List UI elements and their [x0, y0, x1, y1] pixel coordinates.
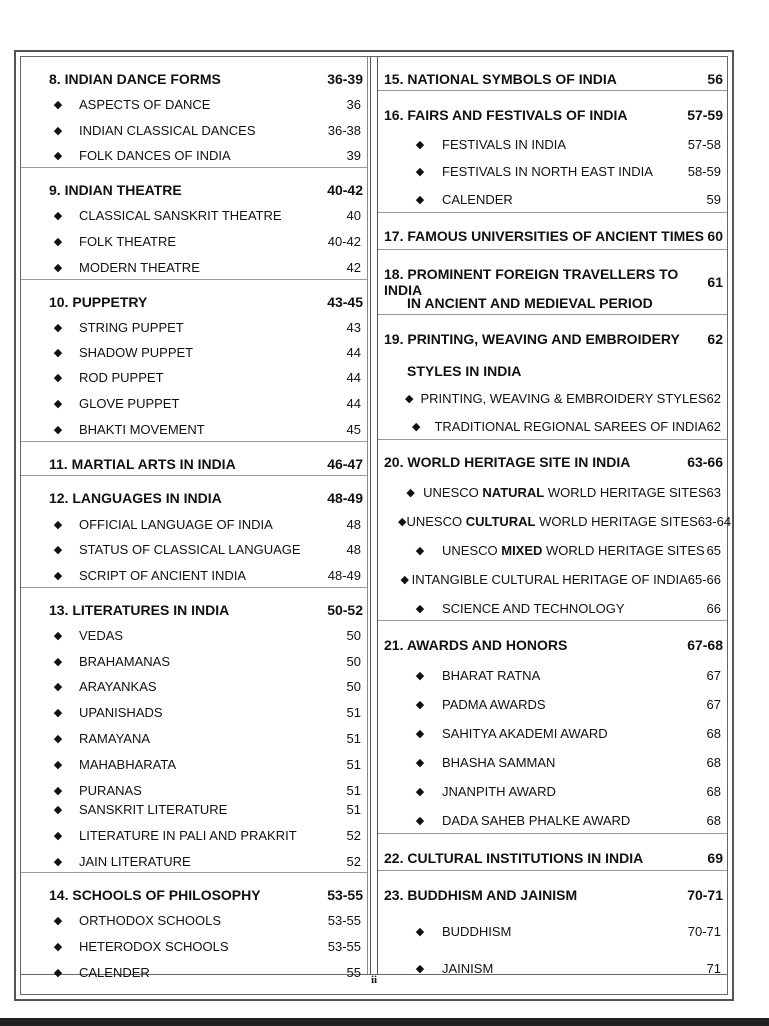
toc-entry[interactable] — [21, 422, 367, 437]
toc-entry[interactable] — [21, 965, 367, 980]
entry-title: PADMA AWARDS — [442, 697, 546, 712]
entry-page: 53-55 — [327, 939, 361, 954]
diamond-bullet-icon: ◆ — [405, 393, 414, 405]
toc-entry[interactable] — [378, 543, 727, 558]
toc-entry[interactable] — [378, 697, 727, 712]
entry-page: 57-58 — [687, 137, 721, 152]
toc-entry[interactable] — [21, 705, 367, 720]
entry-page: 36 — [346, 97, 361, 112]
entry-title: TRADITIONAL REGIONAL SAREES OF INDIA — [434, 419, 707, 434]
entry-title: CLASSICAL SANSKRIT THEATRE — [79, 208, 282, 223]
diamond-bullet-icon: ◆ — [415, 728, 425, 740]
entry-page: 51 — [346, 757, 361, 772]
toc-entry[interactable] — [21, 320, 367, 335]
section-heading-continued — [378, 363, 727, 379]
entry-page: 51 — [346, 731, 361, 746]
entry-page: 68 — [706, 784, 721, 799]
diamond-bullet-icon: ◆ — [53, 398, 63, 410]
diamond-bullet-icon: ◆ — [53, 967, 63, 979]
entry-page: 48-49 — [327, 568, 361, 583]
page-bottom-band — [0, 1018, 769, 1026]
toc-entry[interactable] — [21, 731, 367, 746]
diamond-bullet-icon: ◆ — [53, 210, 63, 222]
diamond-bullet-icon: ◆ — [53, 150, 63, 162]
entry-title: ROD PUPPET — [79, 370, 164, 385]
toc-entry[interactable] — [378, 784, 727, 799]
section-page-range: 70-71 — [687, 887, 723, 903]
section-title: 18. PROMINENT FOREIGN TRAVELLERS TO INDIA — [384, 266, 679, 298]
entry-title-prefix: UNESCO — [423, 485, 483, 500]
toc-entry[interactable] — [21, 802, 367, 817]
section-title: 12. LANGUAGES IN INDIA — [49, 490, 222, 506]
toc-entry[interactable] — [21, 854, 367, 869]
toc-entry[interactable] — [21, 123, 367, 138]
entry-title: FESTIVALS IN NORTH EAST INDIA — [442, 164, 653, 179]
toc-entry[interactable] — [378, 164, 727, 179]
section-title: 23. BUDDHISM AND JAINISM — [384, 887, 578, 903]
section-page-range: 57-59 — [687, 107, 723, 123]
entry-title: DADA SAHEB PHALKE AWARD — [442, 813, 631, 828]
diamond-bullet-icon: ◆ — [53, 347, 63, 359]
entry-page: 42 — [346, 260, 361, 275]
section-heading[interactable] — [378, 850, 727, 866]
diamond-bullet-icon: ◆ — [53, 262, 63, 274]
entry-title-prefix: UNESCO — [442, 543, 502, 558]
section-heading[interactable] — [21, 456, 367, 472]
diamond-bullet-icon: ◆ — [53, 759, 63, 771]
entry-page: 43 — [346, 320, 361, 335]
diamond-bullet-icon: ◆ — [398, 516, 407, 528]
toc-entry[interactable] — [21, 234, 367, 249]
section-divider — [21, 475, 367, 476]
toc-entry[interactable] — [21, 370, 367, 385]
entry-title: FESTIVALS IN INDIA — [442, 137, 567, 152]
entry-title: INTANGIBLE CULTURAL HERITAGE OF INDIA — [411, 572, 688, 587]
entry-title: SCIENCE AND TECHNOLOGY — [442, 601, 625, 616]
section-page-range: 48-49 — [327, 490, 363, 506]
diamond-bullet-icon: ◆ — [53, 681, 63, 693]
section-heading[interactable] — [21, 182, 367, 198]
toc-entry[interactable] — [21, 939, 367, 954]
entry-page: 50 — [346, 628, 361, 643]
entry-title: JAINISM — [442, 961, 494, 976]
entry-page: 71 — [706, 961, 721, 976]
diamond-bullet-icon: ◆ — [415, 699, 425, 711]
entry-page: 51 — [346, 802, 361, 817]
entry-title: SANSKRIT LITERATURE — [79, 802, 228, 817]
toc-entry[interactable] — [378, 572, 727, 587]
toc-entry[interactable] — [378, 419, 727, 434]
entry-page: 65 — [706, 543, 721, 558]
entry-title-emphasis: CULTURAL — [465, 514, 536, 529]
entry-title: FOLK DANCES OF INDIA — [79, 148, 231, 163]
entry-title: FOLK THEATRE — [79, 234, 177, 249]
toc-entry[interactable] — [378, 755, 727, 770]
entry-title-emphasis: MIXED — [501, 543, 543, 558]
contents-left-column — [21, 57, 367, 980]
entry-title-suffix: WORLD HERITAGE SITES — [544, 485, 707, 500]
diamond-bullet-icon: ◆ — [53, 733, 63, 745]
entry-page: 70-71 — [687, 924, 721, 939]
entry-title — [423, 485, 706, 500]
section-title: 17. FAMOUS UNIVERSITIES OF ANCIENT TIMES — [384, 228, 704, 244]
section-divider — [378, 249, 727, 250]
page-number: ii — [370, 974, 378, 986]
entry-page: 66 — [706, 601, 721, 616]
entry-title-emphasis: NATURAL — [482, 485, 545, 500]
toc-entry[interactable] — [378, 391, 727, 406]
entry-page: 65-66 — [687, 572, 721, 587]
left-page-number-divider — [367, 57, 368, 974]
toc-entry[interactable] — [21, 757, 367, 772]
entry-title — [442, 543, 707, 558]
section-heading[interactable] — [378, 71, 727, 87]
entry-page: 68 — [706, 726, 721, 741]
entry-page: 51 — [346, 705, 361, 720]
entry-page: 51 — [346, 783, 361, 798]
toc-entry[interactable] — [378, 485, 727, 500]
toc-entry[interactable] — [378, 961, 727, 976]
entry-page: 53-55 — [327, 913, 361, 928]
entry-title — [406, 514, 697, 529]
entry-title-prefix: UNESCO — [406, 514, 466, 529]
entry-title: CALENDER — [79, 965, 150, 980]
section-divider — [21, 279, 367, 280]
toc-entry[interactable] — [378, 924, 727, 939]
entry-title: BUDDHISM — [442, 924, 512, 939]
section-divider — [378, 212, 727, 213]
diamond-bullet-icon: ◆ — [53, 785, 63, 797]
column-divider-left — [370, 57, 371, 974]
section-divider — [378, 833, 727, 834]
toc-entry[interactable] — [378, 813, 727, 828]
diamond-bullet-icon: ◆ — [53, 707, 63, 719]
entry-title: UPANISHADS — [79, 705, 163, 720]
toc-entry[interactable] — [21, 148, 367, 163]
entry-page: 68 — [706, 755, 721, 770]
entry-page: 36-38 — [327, 123, 361, 138]
entry-page: 50 — [346, 679, 361, 694]
section-divider — [378, 90, 727, 91]
diamond-bullet-icon: ◆ — [415, 757, 425, 769]
diamond-bullet-icon: ◆ — [415, 670, 425, 682]
entry-title: MAHABHARATA — [79, 757, 177, 772]
section-title: 10. PUPPETRY — [49, 294, 148, 310]
diamond-bullet-icon: ◆ — [415, 815, 425, 827]
contents-right-column — [378, 57, 732, 976]
section-heading[interactable] — [21, 602, 367, 618]
section-page-range: 36-39 — [327, 71, 363, 87]
toc-entry[interactable] — [21, 97, 367, 112]
section-divider — [378, 314, 727, 315]
section-title: 8. INDIAN DANCE FORMS — [49, 71, 221, 87]
diamond-bullet-icon: ◆ — [53, 544, 63, 556]
section-heading[interactable] — [378, 228, 727, 244]
section-title-continued: IN ANCIENT AND MEDIEVAL PERIOD — [407, 295, 653, 311]
section-title: 11. MARTIAL ARTS IN INDIA — [49, 456, 236, 472]
section-page-range: 40-42 — [327, 182, 363, 198]
section-title: 20. WORLD HERITAGE SITE IN INDIA — [384, 454, 631, 470]
section-heading[interactable] — [378, 107, 727, 123]
entry-page: 58-59 — [687, 164, 721, 179]
entry-page: 59 — [706, 192, 721, 207]
section-title-continued: STYLES IN INDIA — [407, 363, 522, 379]
entry-title: ORTHODOX SCHOOLS — [79, 913, 222, 928]
toc-entry[interactable] — [21, 654, 367, 669]
section-page-range: 60 — [707, 228, 723, 244]
diamond-bullet-icon: ◆ — [53, 99, 63, 111]
entry-title-suffix: WORLD HERITAGE SITES — [542, 543, 705, 558]
section-page-range: 61 — [707, 274, 723, 290]
section-page-range: 69 — [707, 850, 723, 866]
diamond-bullet-icon: ◆ — [53, 630, 63, 642]
toc-entry[interactable] — [378, 601, 727, 616]
toc-entry[interactable] — [21, 345, 367, 360]
toc-entry[interactable] — [378, 668, 727, 683]
entry-page: 68 — [706, 813, 721, 828]
diamond-bullet-icon: ◆ — [53, 941, 63, 953]
entry-title: PRINTING, WEAVING & EMBROIDERY STYLES — [420, 391, 707, 406]
toc-entry[interactable] — [21, 260, 367, 275]
entry-title: STRING PUPPET — [79, 320, 184, 335]
diamond-bullet-icon: ◆ — [53, 372, 63, 384]
diamond-bullet-icon: ◆ — [53, 125, 63, 137]
section-heading[interactable] — [378, 266, 727, 298]
section-page-range: 46-47 — [327, 456, 363, 472]
entry-title: OFFICIAL LANGUAGE OF INDIA — [79, 517, 273, 532]
entry-page: 44 — [346, 396, 361, 411]
entry-title: VEDAS — [79, 628, 124, 643]
section-title: 14. SCHOOLS OF PHILOSOPHY — [49, 887, 261, 903]
diamond-bullet-icon: ◆ — [415, 926, 425, 938]
entry-title: JAIN LITERATURE — [79, 854, 191, 869]
diamond-bullet-icon: ◆ — [400, 574, 410, 586]
section-heading[interactable] — [378, 331, 727, 347]
entry-title: HETERODOX SCHOOLS — [79, 939, 229, 954]
entry-page: 44 — [346, 345, 361, 360]
section-divider — [21, 167, 367, 168]
section-title: 22. CULTURAL INSTITUTIONS IN INDIA — [384, 850, 644, 866]
toc-entry[interactable] — [21, 628, 367, 643]
toc-entry[interactable] — [21, 828, 367, 843]
entry-page: 45 — [346, 422, 361, 437]
section-divider — [21, 441, 367, 442]
entry-title: SHADOW PUPPET — [79, 345, 194, 360]
section-title: 13. LITERATURES IN INDIA — [49, 602, 230, 618]
section-page-range: 63-66 — [687, 454, 723, 470]
diamond-bullet-icon: ◆ — [406, 487, 415, 499]
entry-title: CALENDER — [442, 192, 513, 207]
section-divider — [378, 620, 727, 621]
section-heading-continued — [378, 295, 727, 311]
diamond-bullet-icon: ◆ — [411, 421, 421, 433]
diamond-bullet-icon: ◆ — [415, 166, 425, 178]
diamond-bullet-icon: ◆ — [415, 786, 425, 798]
diamond-bullet-icon: ◆ — [415, 139, 425, 151]
entry-title-suffix: WORLD HERITAGE SITES — [535, 514, 698, 529]
toc-entry[interactable] — [378, 137, 727, 152]
entry-page: 55 — [346, 965, 361, 980]
entry-page: 44 — [346, 370, 361, 385]
entry-title: BHAKTI MOVEMENT — [79, 422, 205, 437]
diamond-bullet-icon: ◆ — [415, 963, 425, 975]
section-title: 15. NATIONAL SYMBOLS OF INDIA — [384, 71, 617, 87]
entry-title: ASPECTS OF DANCE — [79, 97, 211, 112]
toc-entry[interactable] — [21, 517, 367, 532]
section-divider — [21, 587, 367, 588]
toc-entry[interactable] — [21, 679, 367, 694]
toc-entry[interactable] — [378, 726, 727, 741]
entry-page: 39 — [346, 148, 361, 163]
diamond-bullet-icon: ◆ — [415, 194, 425, 206]
diamond-bullet-icon: ◆ — [53, 804, 63, 816]
entry-title: JNANPITH AWARD — [442, 784, 556, 799]
section-page-range: 67-68 — [687, 637, 723, 653]
entry-page: 67 — [706, 697, 721, 712]
toc-entry[interactable] — [21, 913, 367, 928]
section-page-range: 43-45 — [327, 294, 363, 310]
entry-title: SCRIPT OF ANCIENT INDIA — [79, 568, 247, 583]
toc-entry[interactable] — [21, 208, 367, 223]
section-page-range: 62 — [707, 331, 723, 347]
diamond-bullet-icon: ◆ — [415, 545, 425, 557]
entry-title: SAHITYA AKADEMI AWARD — [442, 726, 608, 741]
entry-title: MODERN THEATRE — [79, 260, 200, 275]
section-heading[interactable] — [378, 637, 727, 653]
entry-title: BHARAT RATNA — [442, 668, 541, 683]
entry-page: 40 — [346, 208, 361, 223]
section-title: 16. FAIRS AND FESTIVALS OF INDIA — [384, 107, 628, 123]
entry-page: 50 — [346, 654, 361, 669]
section-divider — [378, 439, 727, 440]
diamond-bullet-icon: ◆ — [53, 830, 63, 842]
toc-entry[interactable] — [378, 192, 727, 207]
section-heading[interactable] — [21, 71, 367, 87]
entry-page: 63-64 — [697, 514, 732, 529]
entry-page: 48 — [346, 517, 361, 532]
entry-title: RAMAYANA — [79, 731, 151, 746]
toc-entry[interactable] — [21, 396, 367, 411]
toc-entry[interactable] — [21, 542, 367, 557]
section-page-range: 53-55 — [327, 887, 363, 903]
entry-page: 62 — [706, 419, 721, 434]
section-divider — [21, 872, 367, 873]
entry-title: ARAYANKAS — [79, 679, 157, 694]
section-heading[interactable] — [21, 490, 367, 506]
section-title: 21. AWARDS AND HONORS — [384, 637, 568, 653]
diamond-bullet-icon: ◆ — [53, 915, 63, 927]
entry-page: 63 — [706, 485, 721, 500]
section-page-range: 50-52 — [327, 602, 363, 618]
diamond-bullet-icon: ◆ — [53, 570, 63, 582]
entry-title: LITERATURE IN PALI AND PRAKRIT — [79, 828, 297, 843]
entry-page: 52 — [346, 828, 361, 843]
diamond-bullet-icon: ◆ — [53, 322, 63, 334]
entry-title: BHASHA SAMMAN — [442, 755, 556, 770]
section-heading[interactable] — [21, 294, 367, 310]
diamond-bullet-icon: ◆ — [53, 656, 63, 668]
entry-page: 48 — [346, 542, 361, 557]
entry-title: STATUS OF CLASSICAL LANGUAGE — [79, 542, 301, 557]
entry-title: GLOVE PUPPET — [79, 396, 180, 411]
section-divider — [378, 870, 727, 871]
diamond-bullet-icon: ◆ — [53, 236, 63, 248]
entry-title: BRAHAMANAS — [79, 654, 171, 669]
section-heading[interactable] — [21, 887, 367, 903]
section-heading[interactable] — [378, 454, 727, 470]
section-heading[interactable] — [378, 887, 727, 903]
diamond-bullet-icon: ◆ — [53, 519, 63, 531]
entry-page: 62 — [706, 391, 721, 406]
section-title: 9. INDIAN THEATRE — [49, 182, 182, 198]
diamond-bullet-icon: ◆ — [53, 856, 63, 868]
entry-page: 40-42 — [327, 234, 361, 249]
entry-title: PURANAS — [79, 783, 142, 798]
entry-page: 67 — [706, 668, 721, 683]
diamond-bullet-icon: ◆ — [53, 424, 63, 436]
section-title: 19. PRINTING, WEAVING AND EMBROIDERY — [384, 331, 680, 347]
entry-page: 52 — [346, 854, 361, 869]
section-page-range: 56 — [707, 71, 723, 87]
toc-entry[interactable] — [21, 568, 367, 583]
toc-entry[interactable] — [378, 514, 732, 529]
toc-entry[interactable] — [21, 783, 367, 798]
entry-title: INDIAN CLASSICAL DANCES — [79, 123, 256, 138]
diamond-bullet-icon: ◆ — [415, 603, 425, 615]
